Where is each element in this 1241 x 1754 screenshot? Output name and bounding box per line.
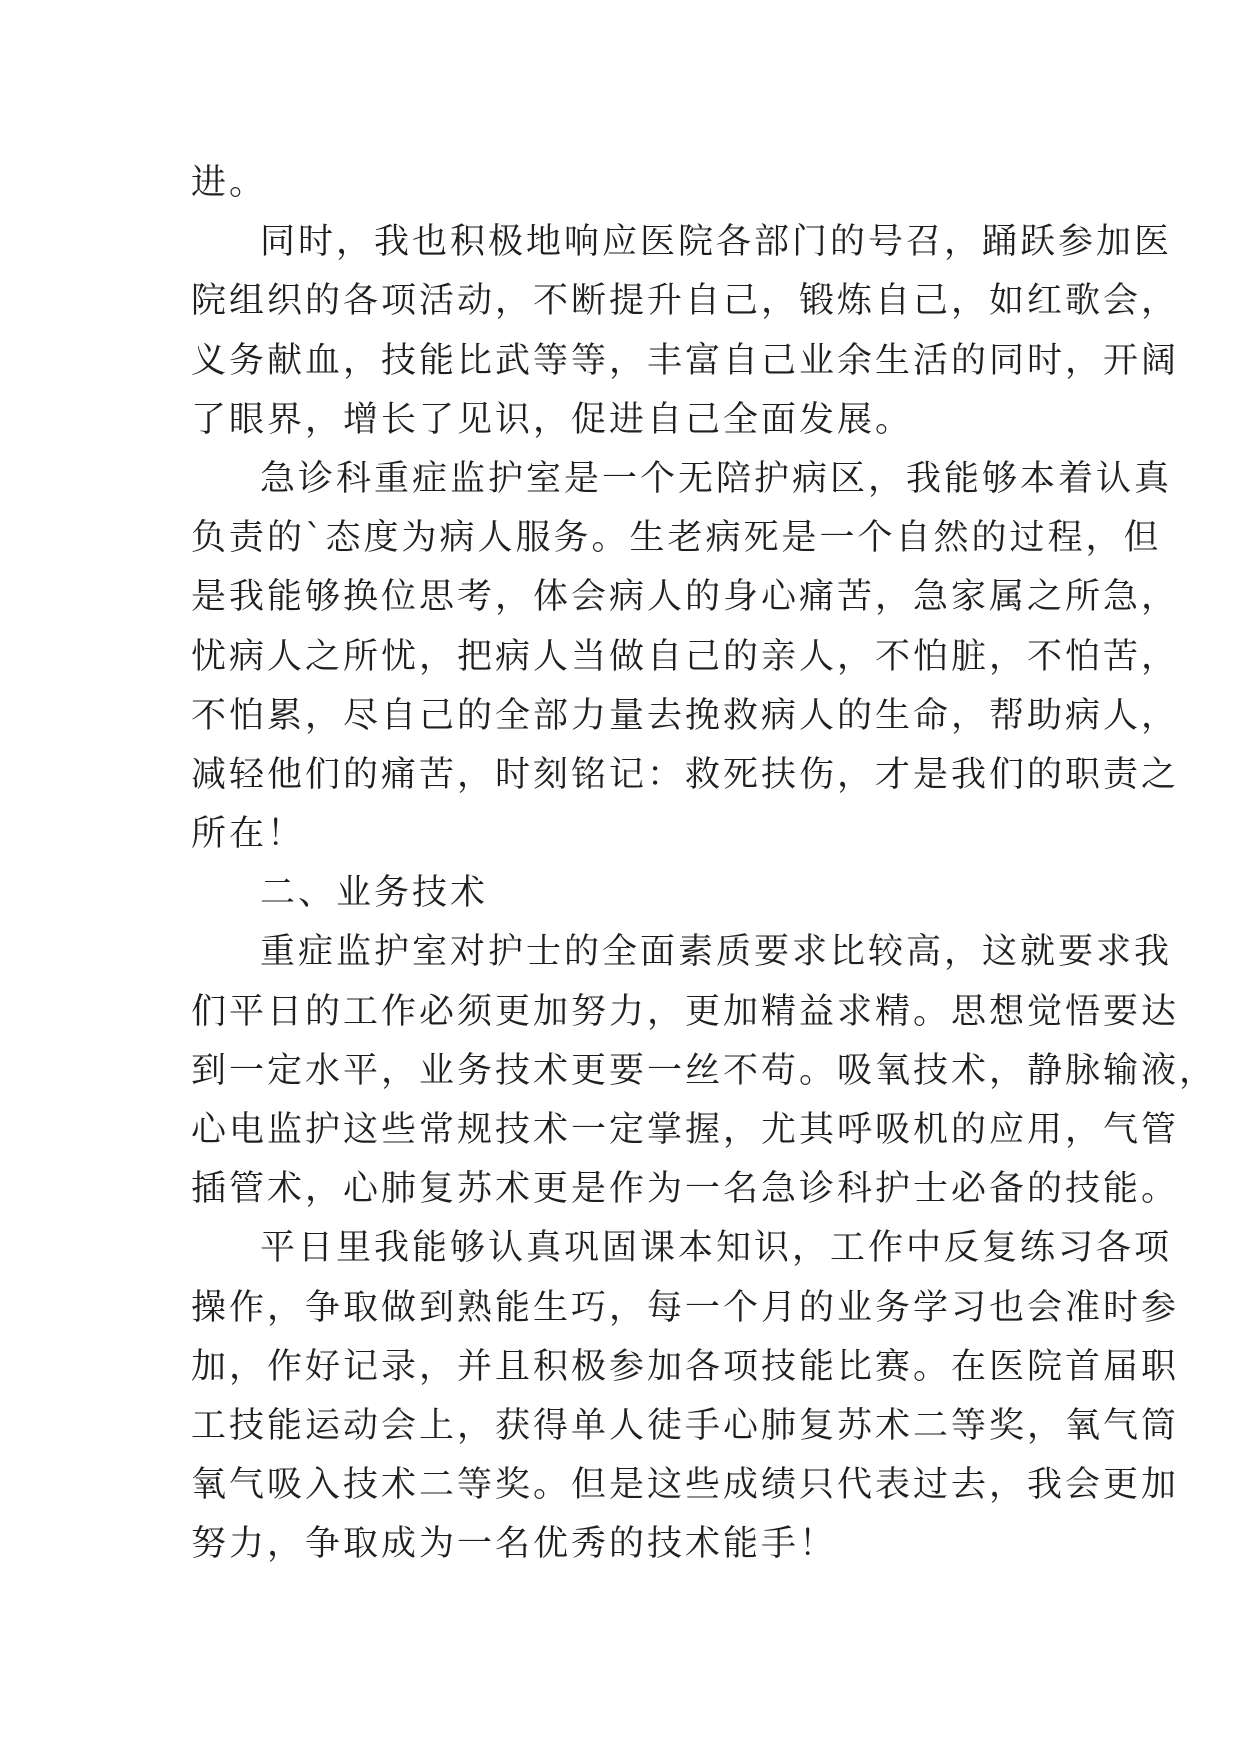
text-line: 进。	[191, 163, 268, 203]
text-line: 不怕累，尽自己的全部力量去挽救病人的生命，帮助病人，	[191, 695, 1180, 736]
text-line: 到一定水平，业务技术更要一丝不苟。吸氧技术，静脉输液，	[191, 1050, 1218, 1091]
text-line: 是我能够换位思考，体会病人的身心痛苦，急家属之所急，	[191, 577, 1180, 618]
section-heading: 二、业务技术	[260, 873, 489, 914]
text-line: 所在！	[191, 814, 306, 855]
text-line: 心电监护这些常规技术一定掌握，尤其呼吸机的应用，气管	[191, 1110, 1180, 1150]
document-body	[191, 154, 1218, 1575]
paragraph-first-line: 重症监护室对护士的全面素质要求比较高，这就要求我	[260, 932, 1173, 973]
text-line: 加，作好记录，并且积极参加各项技能比赛。在医院首届职	[191, 1346, 1180, 1387]
text-line: 院组织的各项活动，不断提升自己，锻炼自己，如红歌会，	[191, 281, 1180, 322]
text-line: 义务献血，技能比武等等，丰富自己业余生活的同时，开阔	[191, 340, 1180, 381]
text-line: 努力，争取成为一名优秀的技术能手！	[191, 1524, 838, 1565]
text-line: 操作，争取做到熟能生巧，每一个月的业务学习也会准时参	[191, 1287, 1180, 1328]
paragraph-first-line: 同时，我也积极地响应医院各部门的号召，踊跃参加医	[260, 222, 1173, 263]
text-line: 插管术，心肺复苏术更是作为一名急诊科护士必备的技能。	[191, 1169, 1180, 1210]
text-line: 忧病人之所忧，把病人当做自己的亲人，不怕脏，不怕苦，	[191, 636, 1180, 677]
paragraph-first-line: 平日里我能够认真巩固课本知识，工作中反复练习各项	[260, 1228, 1173, 1269]
text-line: 氧气吸入技术二等奖。但是这些成绩只代表过去，我会更加	[191, 1465, 1180, 1506]
paragraph-first-line: 急诊科重症监护室是一个无陪护病区，我能够本着认真	[260, 458, 1173, 499]
text-line: 减轻他们的痛苦，时刻铭记：救死扶伤，才是我们的职责之	[191, 754, 1180, 795]
text-line: 们平日的工作必须更加努力，更加精益求精。思想觉悟要达	[191, 991, 1180, 1032]
text-line: 负责的`态度为病人服务。生老病死是一个自然的过程，但	[191, 518, 1162, 559]
text-line: 工技能运动会上，获得单人徒手心肺复苏术二等奖，氧气筒	[191, 1405, 1180, 1446]
text-line: 了眼界，增长了见识，促进自己全面发展。	[191, 399, 914, 440]
